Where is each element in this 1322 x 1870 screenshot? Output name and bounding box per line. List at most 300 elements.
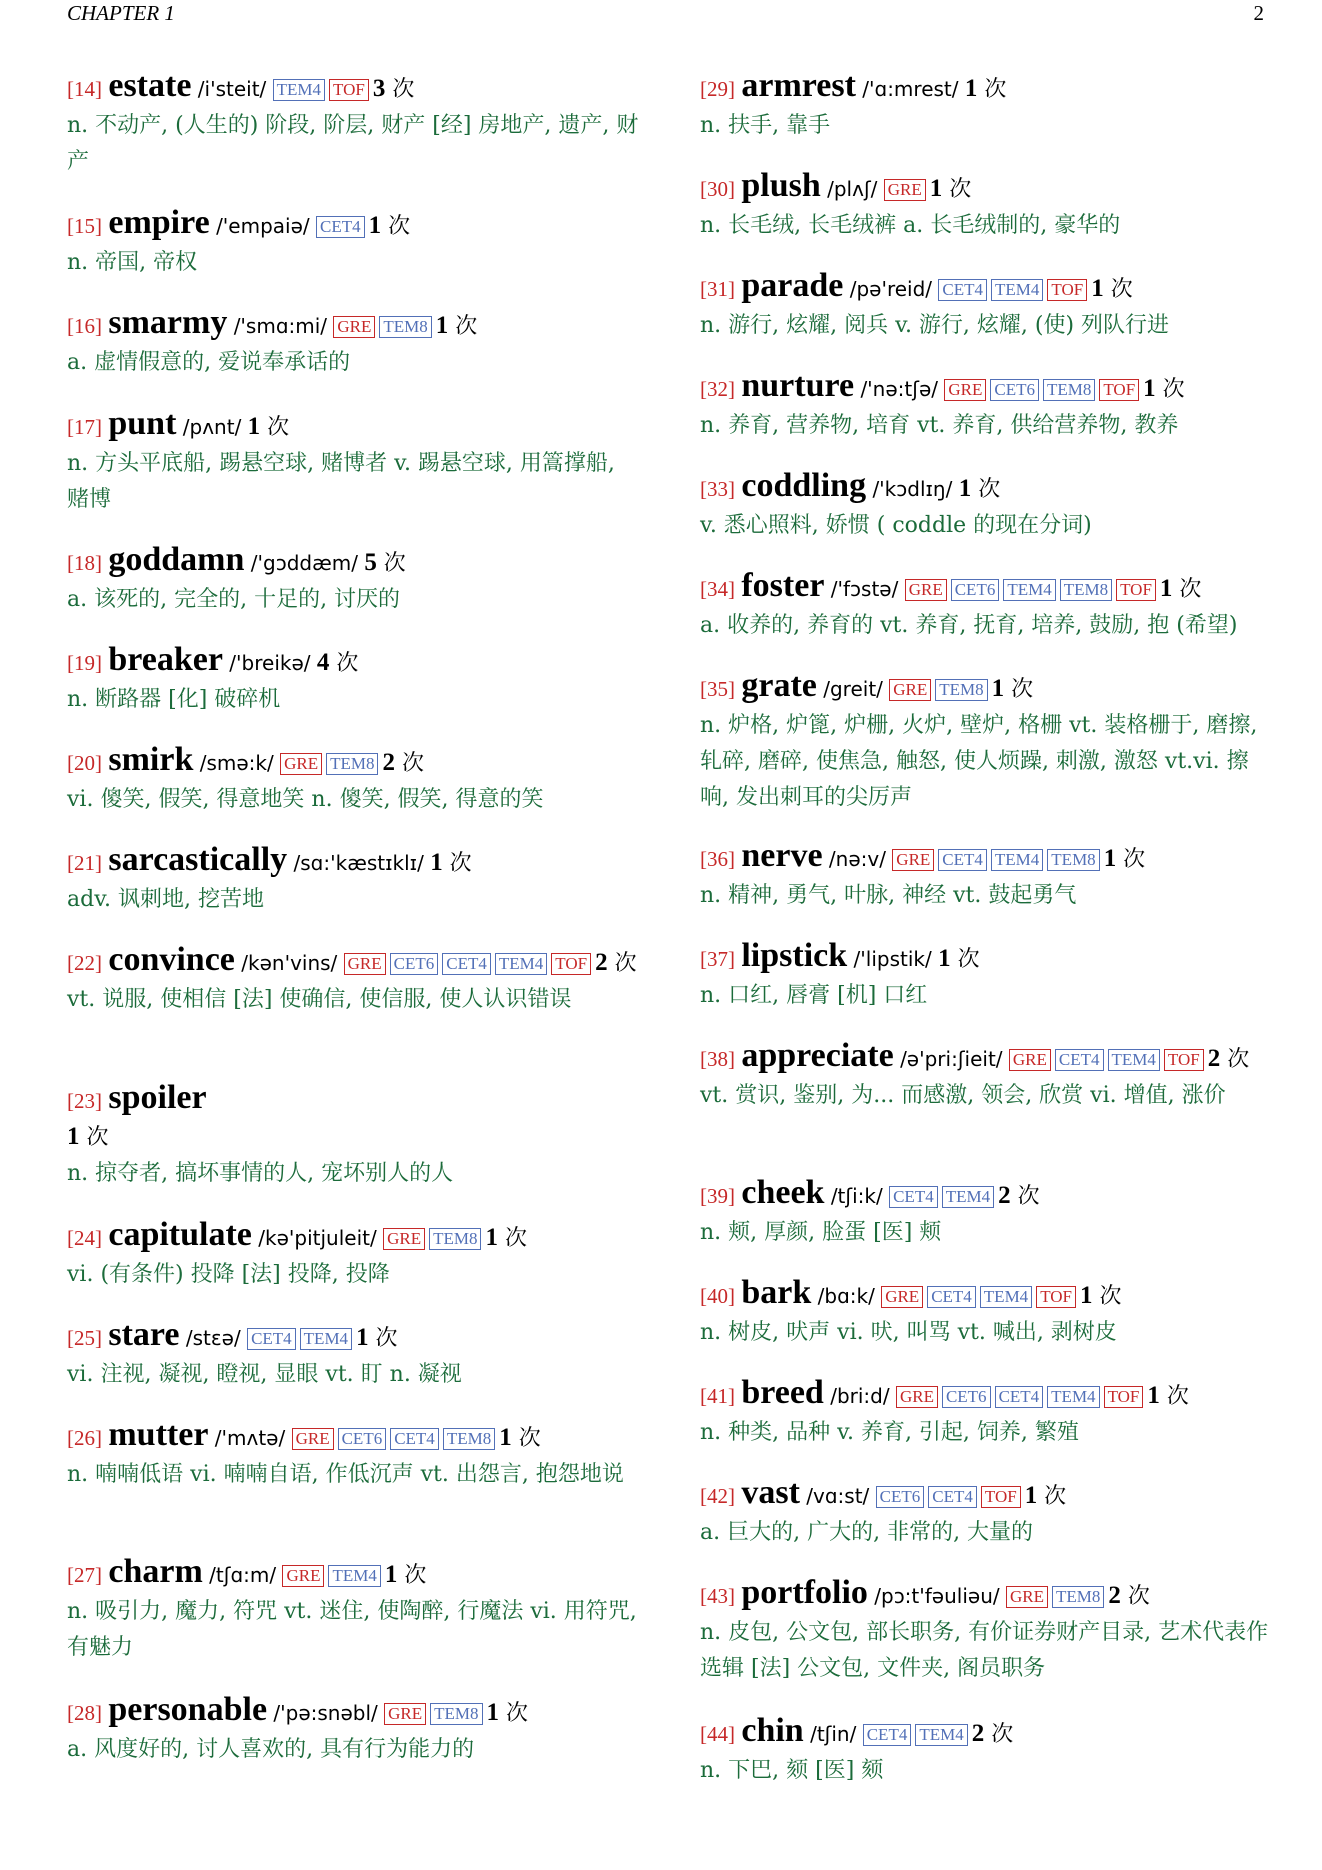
vocab-entry [67,1317,640,1393]
count-suffix: 次 [260,415,290,440]
count-number: 5 [364,549,377,576]
headword: chin [741,1712,804,1749]
headword: convince [108,941,235,978]
exam-tag-gre: GRE [881,1286,923,1308]
entry-headline [67,1417,640,1457]
exam-tag-cet4: CET4 [247,1328,296,1350]
exam-tag-tem4: TEM4 [300,1328,352,1350]
definition: a. 收养的, 养育的 vt. 养育, 抚育, 培养, 鼓励, 抱 (希望) [700,613,1238,638]
vocab-entry [67,68,640,180]
entry-headline [67,642,640,682]
vocab-entry [700,368,1275,444]
headword: portfolio [741,1574,868,1611]
phonetic: /smə:k/ [199,751,274,775]
exam-tag-tem4: TEM4 [495,953,547,975]
count-number: 1 [1159,575,1173,602]
exam-tag-gre: GRE [889,679,931,701]
frequency-count [992,677,1034,702]
headword: coddling [741,467,867,504]
exam-tag-gre: GRE [383,1228,425,1250]
phonetic: /pɔ:t'fəuliəu/ [874,1584,1000,1608]
headword: capitulate [108,1216,252,1253]
entry-headline [67,1692,640,1732]
definition: vi. 注视, 凝视, 瞪视, 显眼 vt. 盯 n. 凝视 [67,1362,462,1387]
frequency-count [487,1701,529,1726]
vocab-entry [700,1038,1275,1114]
frequency-count [1108,1584,1150,1609]
definition: a. 风度好的, 讨人喜欢的, 具有行为能力的 [67,1737,475,1762]
page-number: 2 [1253,0,1264,25]
definition: n. 种类, 品种 v. 养育, 引起, 饲养, 繁殖 [700,1420,1079,1445]
definition: adv. 讽刺地, 挖苦地 [67,887,264,912]
vocab-entry [700,938,1275,1014]
headword: plush [741,167,821,204]
definition: vt. 赏识, 鉴别, 为... 而感激, 领会, 欣赏 vi. 增值, 涨价 [700,1083,1226,1108]
count-number: 1 [356,1324,369,1351]
exam-tag-cet4: CET4 [316,216,365,238]
entry-headline [700,1575,1275,1615]
count-number: 1 [247,413,261,440]
frequency-count [965,77,1007,102]
exam-tag-cet4: CET4 [928,1486,977,1508]
vocab-entry [700,168,1275,244]
entry-index: [26] [67,1426,102,1450]
definition: vi. (有条件) 投降 [法] 投降, 投降 [67,1262,390,1287]
exam-tag-tem8: TEM8 [443,1428,495,1450]
definition: n. 方头平底船, 踢悬空球, 赌博者 v. 踢悬空球, 用篙撑船, 赌博 [67,451,615,512]
vocab-entry [700,1375,1275,1451]
count-number: 1 [435,312,449,339]
frequency-count [959,477,1001,502]
vocab-entry [700,568,1275,644]
count-number: 1 [991,675,1005,702]
entry-index: [29] [700,77,735,101]
vocab-entry [700,838,1275,914]
phonetic: /pʌnt/ [182,415,242,439]
entry-index: [15] [67,214,102,238]
exam-tag-tof: TOF [981,1486,1021,1508]
entry-headline [67,942,640,982]
count-suffix: 次 [376,551,406,576]
entry-headline [700,168,1275,208]
entry-headline [67,842,640,882]
entry-index: [41] [700,1384,735,1408]
count-suffix: 次 [1172,577,1202,602]
phonetic: /'gɔddæm/ [250,551,358,575]
count-suffix: 次 [79,1125,109,1150]
headword: armrest [741,67,856,104]
vocab-entry [700,668,1275,816]
count-number: 1 [499,1424,512,1451]
count-suffix: 次 [499,1701,529,1726]
count-suffix: 次 [442,851,472,876]
exam-tag-tem8: TEM8 [1047,849,1099,871]
entry-headline [700,838,1275,878]
exam-tag-gre: GRE [1009,1049,1051,1071]
count-suffix: 次 [971,477,1001,502]
entry-headline [700,1713,1275,1753]
phonetic: /vɑ:st/ [806,1484,870,1508]
headword: smarmy [108,304,228,341]
frequency-count [369,214,411,239]
definition: n. 下巴, 颏 [医] 颏 [700,1758,884,1783]
phonetic: /pə'reid/ [849,277,933,301]
phonetic: /bɑ:k/ [817,1284,875,1308]
definition: n. 喃喃低语 vi. 喃喃自语, 作低沉声 vt. 出怨言, 抱怨地说 [67,1462,624,1487]
entry-headline [700,1475,1275,1515]
entry-index: [25] [67,1326,102,1350]
frequency-count [1208,1047,1250,1072]
definition: n. 口红, 唇膏 [机] 口红 [700,983,928,1008]
entry-index: [23] [67,1089,102,1113]
exam-tag-gre: GRE [896,1386,938,1408]
count-suffix: 次 [394,751,424,776]
count-suffix: 次 [368,1326,398,1351]
headword: smirk [108,741,194,778]
frequency-count [317,651,359,676]
entry-headline [67,1554,640,1594]
headword: sarcastically [108,841,288,878]
count-suffix: 次 [1116,847,1146,872]
exam-tag-cet4: CET4 [995,1386,1044,1408]
definition: a. 巨大的, 广大的, 非常的, 大量的 [700,1520,1034,1545]
vocab-entry [700,1175,1275,1251]
exam-tag-tof: TOF [329,79,369,101]
count-suffix: 次 [1220,1047,1250,1072]
phonetic: /'lipstik/ [853,947,932,971]
vocab-entry [67,1417,640,1493]
exam-tag-tem4: TEM4 [1108,1049,1160,1071]
headword: punt [108,405,177,442]
entry-index: [31] [700,277,735,301]
entry-index: [20] [67,751,102,775]
exam-tag-tem4: TEM4 [273,79,325,101]
exam-tag-tof: TOF [1099,379,1139,401]
frequency-count [364,551,406,576]
headword: personable [108,1691,268,1728]
exam-tag-tem8: TEM8 [429,1228,481,1250]
frequency-count [1147,1384,1189,1409]
entry-index: [34] [700,577,735,601]
vocab-entry [700,1575,1275,1687]
entry-headline [700,1038,1275,1078]
exam-tag-tem4: TEM4 [328,1565,380,1587]
frequency-count [930,177,972,202]
definition: n. 树皮, 吠声 vi. 吠, 叫骂 vt. 喊出, 剥树皮 [700,1320,1117,1345]
phonetic: /'mʌtə/ [214,1426,286,1450]
count-number: 2 [595,949,608,976]
frequency-count [595,951,637,976]
entry-index: [37] [700,947,735,971]
frequency-count [938,947,980,972]
count-suffix: 次 [448,314,478,339]
exam-tag-cet6: CET6 [390,953,439,975]
exam-tag-gre: GRE [384,1703,426,1725]
count-suffix: 次 [1092,1284,1122,1309]
phonetic: /bri:d/ [830,1384,890,1408]
count-suffix: 次 [1155,377,1185,402]
count-suffix: 次 [1010,1184,1040,1209]
entry-headline [67,742,640,782]
headword: parade [741,267,844,304]
count-number: 1 [1147,1382,1160,1409]
count-number: 2 [382,749,395,776]
frequency-count [248,415,290,440]
entry-headline [700,68,1275,108]
count-number: 4 [316,649,330,676]
frequency-count [67,1125,109,1150]
phonetic: /greit/ [823,677,883,701]
frequency-count [382,751,424,776]
count-suffix: 次 [385,77,415,102]
headword: bark [741,1274,812,1311]
page-header [67,0,1264,26]
vocab-entry [700,268,1275,344]
count-suffix: 次 [1159,1384,1189,1409]
headword: charm [108,1553,203,1590]
frequency-count [1091,277,1133,302]
entry-index: [30] [700,177,735,201]
exam-tag-tem8: TEM8 [379,316,431,338]
entry-headline [700,468,1275,508]
exam-tag-cet4: CET4 [390,1428,439,1450]
count-suffix: 次 [511,1426,541,1451]
frequency-count [430,851,472,876]
exam-tag-tof: TOF [1104,1386,1144,1408]
count-number: 2 [998,1182,1011,1209]
entry-headline [67,68,640,108]
exam-tag-gre: GRE [344,953,386,975]
headword: breed [741,1374,824,1411]
entry-headline [67,406,640,446]
entry-headline [67,1317,640,1357]
phonetic: /tʃin/ [810,1722,857,1746]
vocab-entry [67,642,640,718]
exam-tag-tem8: TEM8 [326,753,378,775]
exam-tag-tem8: TEM8 [1043,379,1095,401]
phonetic: /kən'vins/ [241,951,338,975]
entry-index: [32] [700,377,735,401]
count-number: 1 [929,175,943,202]
headword: stare [108,1316,180,1353]
count-suffix: 次 [329,651,359,676]
count-number: 1 [938,945,951,972]
definition: n. 断路器 [化] 破碎机 [67,687,281,712]
phonetic: /'nə:tʃə/ [860,377,938,401]
exam-tag-gre: GRE [884,179,926,201]
count-suffix: 次 [397,1563,427,1588]
headword: grate [741,667,817,704]
frequency-count [1160,577,1202,602]
entry-index: [39] [700,1184,735,1208]
exam-tag-gre: GRE [292,1428,334,1450]
headword: foster [741,567,825,604]
exam-tag-gre: GRE [280,753,322,775]
exam-tag-cet6: CET6 [942,1386,991,1408]
vocab-entry [700,1275,1275,1351]
entry-index: [19] [67,651,102,675]
definition: n. 长毛绒, 长毛绒裤 a. 长毛绒制的, 豪华的 [700,213,1121,238]
headword: estate [108,67,192,104]
definition: vt. 说服, 使相信 [法] 使确信, 使信服, 使人认识错误 [67,987,572,1012]
count-number: 1 [1143,375,1156,402]
headword: breaker [108,641,223,678]
count-suffix: 次 [1120,1584,1150,1609]
count-suffix: 次 [977,77,1007,102]
definition: v. 悉心照料, 娇惯 ( coddle 的现在分词) [700,513,1092,538]
count-suffix: 次 [942,177,972,202]
exam-tag-gre: GRE [1006,1586,1048,1608]
definition: n. 不动产, (人生的) 阶段, 阶层, 财产 [经] 房地产, 遗产, 财产 [67,113,639,174]
vocab-entry [700,1475,1275,1551]
vocab-entry [67,842,640,918]
count-suffix: 次 [1037,1484,1067,1509]
exam-tag-cet4: CET4 [442,953,491,975]
vocab-entry [67,205,640,281]
entry-headline [67,1080,640,1156]
vocab-entry [67,305,640,381]
entry-index: [40] [700,1284,735,1308]
exam-tag-gre: GRE [282,1565,324,1587]
entry-headline [700,1375,1275,1415]
exam-tag-tem4: TEM4 [915,1724,967,1746]
count-suffix: 次 [1004,677,1034,702]
count-number: 1 [958,475,972,502]
count-suffix: 次 [381,214,411,239]
exam-tag-cet4: CET4 [863,1724,912,1746]
count-number: 2 [1207,1045,1221,1072]
vocab-entry [67,1217,640,1293]
exam-tag-tem4: TEM4 [1047,1386,1099,1408]
entry-headline [700,1275,1275,1315]
headword: nerve [741,837,823,874]
exam-tag-cet4: CET4 [938,849,987,871]
phonetic: /'smɑ:mi/ [233,314,328,338]
phonetic: /sɑ:'kæstɪklɪ/ [293,851,424,875]
phonetic: /'breikə/ [229,651,311,675]
entry-index: [44] [700,1722,735,1746]
entry-index: [14] [67,77,102,101]
frequency-count [436,314,478,339]
count-number: 1 [67,1123,80,1150]
exam-tag-tem8: TEM8 [1052,1586,1104,1608]
exam-tag-tof: TOF [551,953,591,975]
entry-headline [700,268,1275,308]
entry-index: [21] [67,851,102,875]
definition: n. 精神, 勇气, 叶脉, 神经 vt. 鼓起勇气 [700,883,1077,908]
phonetic: /'kɔdlɪŋ/ [872,477,953,501]
exam-tag-cet4: CET4 [1055,1049,1104,1071]
count-number: 1 [1091,275,1104,302]
exam-tag-tem4: TEM4 [1003,579,1055,601]
definition: n. 游行, 炫耀, 阅兵 v. 游行, 炫耀, (使) 列队行进 [700,313,1170,338]
phonetic: /'fɔstə/ [830,577,899,601]
count-number: 1 [485,1224,498,1251]
entry-index: [16] [67,314,102,338]
entry-index: [33] [700,477,735,501]
count-number: 1 [486,1699,500,1726]
phonetic: /'pə:snəbl/ [273,1701,378,1725]
entry-headline [67,542,640,582]
entry-headline [67,1217,640,1257]
exam-tag-cet4: CET4 [889,1186,938,1208]
vocab-entry [67,942,640,1018]
headword: mutter [108,1416,209,1453]
vocab-entry [67,1554,640,1666]
entry-index: [38] [700,1047,735,1071]
entry-index: [35] [700,677,735,701]
exam-tag-tem8: TEM8 [1060,579,1112,601]
exam-tag-tof: TOF [1047,279,1087,301]
exam-tag-gre: GRE [892,849,934,871]
definition: n. 皮包, 公文包, 部长职务, 有价证券财产目录, 艺术代表作选辑 [法] 公文包, 文件夹, 阁员职务 [700,1620,1269,1681]
headword: spoiler [108,1079,207,1116]
entry-headline [700,668,1275,708]
entry-index: [27] [67,1563,102,1587]
entry-headline [700,368,1275,408]
exam-tag-cet6: CET6 [338,1428,387,1450]
frequency-count [499,1426,541,1451]
exam-tag-tem4: TEM4 [980,1286,1032,1308]
vocab-entry [67,1692,640,1768]
entry-headline [67,305,640,345]
frequency-count [972,1722,1014,1747]
chapter-title: CHAPTER 1 [67,0,175,25]
phonetic: /nə:v/ [828,847,886,871]
vocab-entry [67,742,640,818]
frequency-count [1080,1284,1122,1309]
entry-index: [42] [700,1484,735,1508]
exam-tag-tof: TOF [1164,1049,1204,1071]
frequency-count [998,1184,1040,1209]
phonetic: /ə'pri:ʃieit/ [900,1047,1003,1071]
count-number: 1 [368,212,382,239]
phonetic: /kə'pitjuleit/ [258,1226,377,1250]
vocab-entry [67,406,640,518]
count-number: 1 [1024,1482,1038,1509]
entry-index: [24] [67,1226,102,1250]
exam-tag-gre: GRE [333,316,375,338]
count-suffix: 次 [984,1722,1014,1747]
headword: nurture [741,367,855,404]
exam-tag-cet6: CET6 [951,579,1000,601]
entry-index: [22] [67,951,102,975]
definition: n. 扶手, 靠手 [700,113,831,138]
definition: n. 颊, 厚颜, 脸蛋 [医] 颊 [700,1220,942,1245]
vocab-entry [700,1713,1275,1789]
entry-index: [18] [67,551,102,575]
exam-tag-tem8: TEM8 [935,679,987,701]
exam-tag-cet6: CET6 [990,379,1039,401]
exam-tag-cet6: CET6 [876,1486,925,1508]
headword: goddamn [108,541,245,578]
count-suffix: 次 [1103,277,1133,302]
count-number: 1 [1103,845,1117,872]
frequency-count [385,1563,427,1588]
frequency-count [1104,847,1146,872]
exam-tag-cet4: CET4 [927,1286,976,1308]
vocab-entry [700,68,1275,144]
frequency-count [356,1326,398,1351]
count-suffix: 次 [950,947,980,972]
exam-tag-tem4: TEM4 [942,1186,994,1208]
definition: n. 掠夺者, 搞坏事情的人, 宠坏别人的人 [67,1161,454,1186]
headword: cheek [741,1174,825,1211]
vocab-entry [700,468,1275,544]
exam-tag-tof: TOF [1116,579,1156,601]
exam-tag-gre: GRE [944,379,986,401]
count-suffix: 次 [497,1226,527,1251]
